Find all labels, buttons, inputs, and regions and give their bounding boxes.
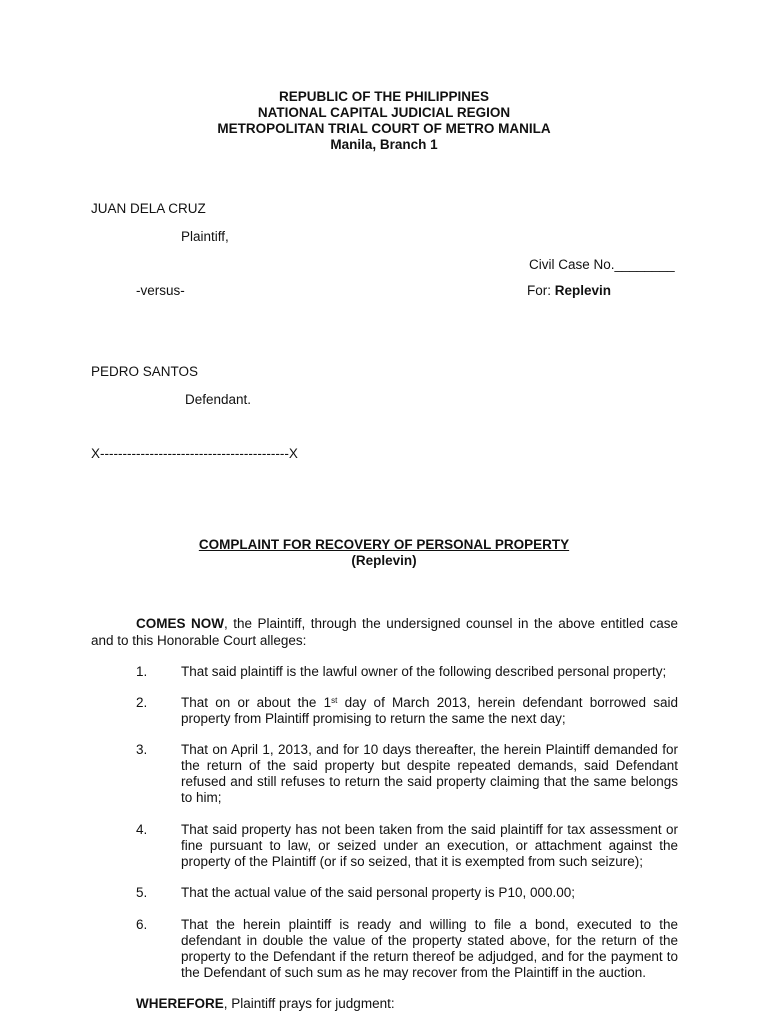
item-text: That said property has not been taken from the said plaintiff for tax assessment or fine pursuant to law, or seized under an execution, or attachment against the property of the Plaintiff (or if so seized, that it is exempted from such seizure); bbox=[181, 822, 678, 869]
item-text: That the actual value of the said personal property is P10, 000.00; bbox=[181, 885, 575, 900]
plaintiff-name: JUAN DELA CRUZ bbox=[91, 201, 206, 216]
caption-separator: X------------------------------------------X bbox=[91, 446, 298, 461]
wherefore-bold: WHEREFORE bbox=[136, 996, 224, 1011]
complaint-subtitle: (Replevin) bbox=[351, 553, 417, 568]
item-number: 4. bbox=[136, 822, 148, 837]
civil-case-number: Civil Case No.________ bbox=[529, 257, 675, 272]
wherefore-text: , Plaintiff prays for judgment: bbox=[223, 996, 395, 1011]
defendant-label: Defendant. bbox=[185, 392, 252, 407]
item-text bbox=[181, 695, 678, 727]
complaint-title-main: COMPLAINT FOR RECOVERY OF PERSONAL PROPERTY bbox=[198, 537, 570, 552]
ordinal-suffix: st bbox=[331, 696, 338, 705]
court-header bbox=[0, 89, 768, 153]
item-number: 3. bbox=[136, 742, 148, 757]
wherefore-line bbox=[136, 996, 395, 1012]
for-value: Replevin bbox=[554, 283, 612, 298]
intro-paragraph bbox=[91, 615, 678, 649]
comes-now: COMES NOW bbox=[136, 616, 224, 631]
item-text: That said plaintiff is the lawful owner of the following described personal property; bbox=[181, 664, 667, 679]
plaintiff-label: Plaintiff, bbox=[181, 229, 229, 244]
for-label: For: bbox=[527, 283, 555, 298]
complaint-title bbox=[0, 537, 768, 553]
item-number: 1. bbox=[136, 664, 148, 679]
header-line-1: REPUBLIC OF THE PHILIPPINES bbox=[278, 89, 490, 104]
header-line-2: NATIONAL CAPITAL JUDICIAL REGION bbox=[257, 105, 511, 120]
intro-text: , the Plaintiff, through the undersigned counsel in the above entitled case and to this Honorable Court alleges: bbox=[91, 616, 678, 648]
item-text: That on April 1, 2013, and for 10 days thereafter, the herein Plaintiff demanded for the return of the said property but despite repeated demands, said Defendant refused and still refuses to return the said property claiming that the same belongs to him; bbox=[181, 742, 678, 805]
item-number: 5. bbox=[136, 885, 148, 900]
case-for bbox=[527, 283, 611, 299]
item-number: 2. bbox=[136, 695, 148, 710]
header-line-4: Manila, Branch 1 bbox=[330, 137, 438, 152]
versus-label: -versus- bbox=[136, 283, 185, 298]
item-text: That the herein plaintiff is ready and willing to file a bond, executed to the defendant in double the value of the property stated above, for the return of the property to the Defendant if the return thereof be adjudged, and for the payment to the Defendant of such sum as he may recover from the Plaintiff in the auction. bbox=[181, 917, 678, 980]
item-text-part-b: day of March 2013, herein defendant borrowed said property from Plaintiff promising to return the same the next day; bbox=[181, 695, 678, 726]
header-line-3: METROPOLITAN TRIAL COURT OF METRO MANILA bbox=[217, 121, 551, 136]
item-number: 6. bbox=[136, 917, 148, 932]
defendant-name: PEDRO SANTOS bbox=[91, 364, 199, 379]
item-text-part-a: That on or about the 1 bbox=[181, 695, 332, 710]
